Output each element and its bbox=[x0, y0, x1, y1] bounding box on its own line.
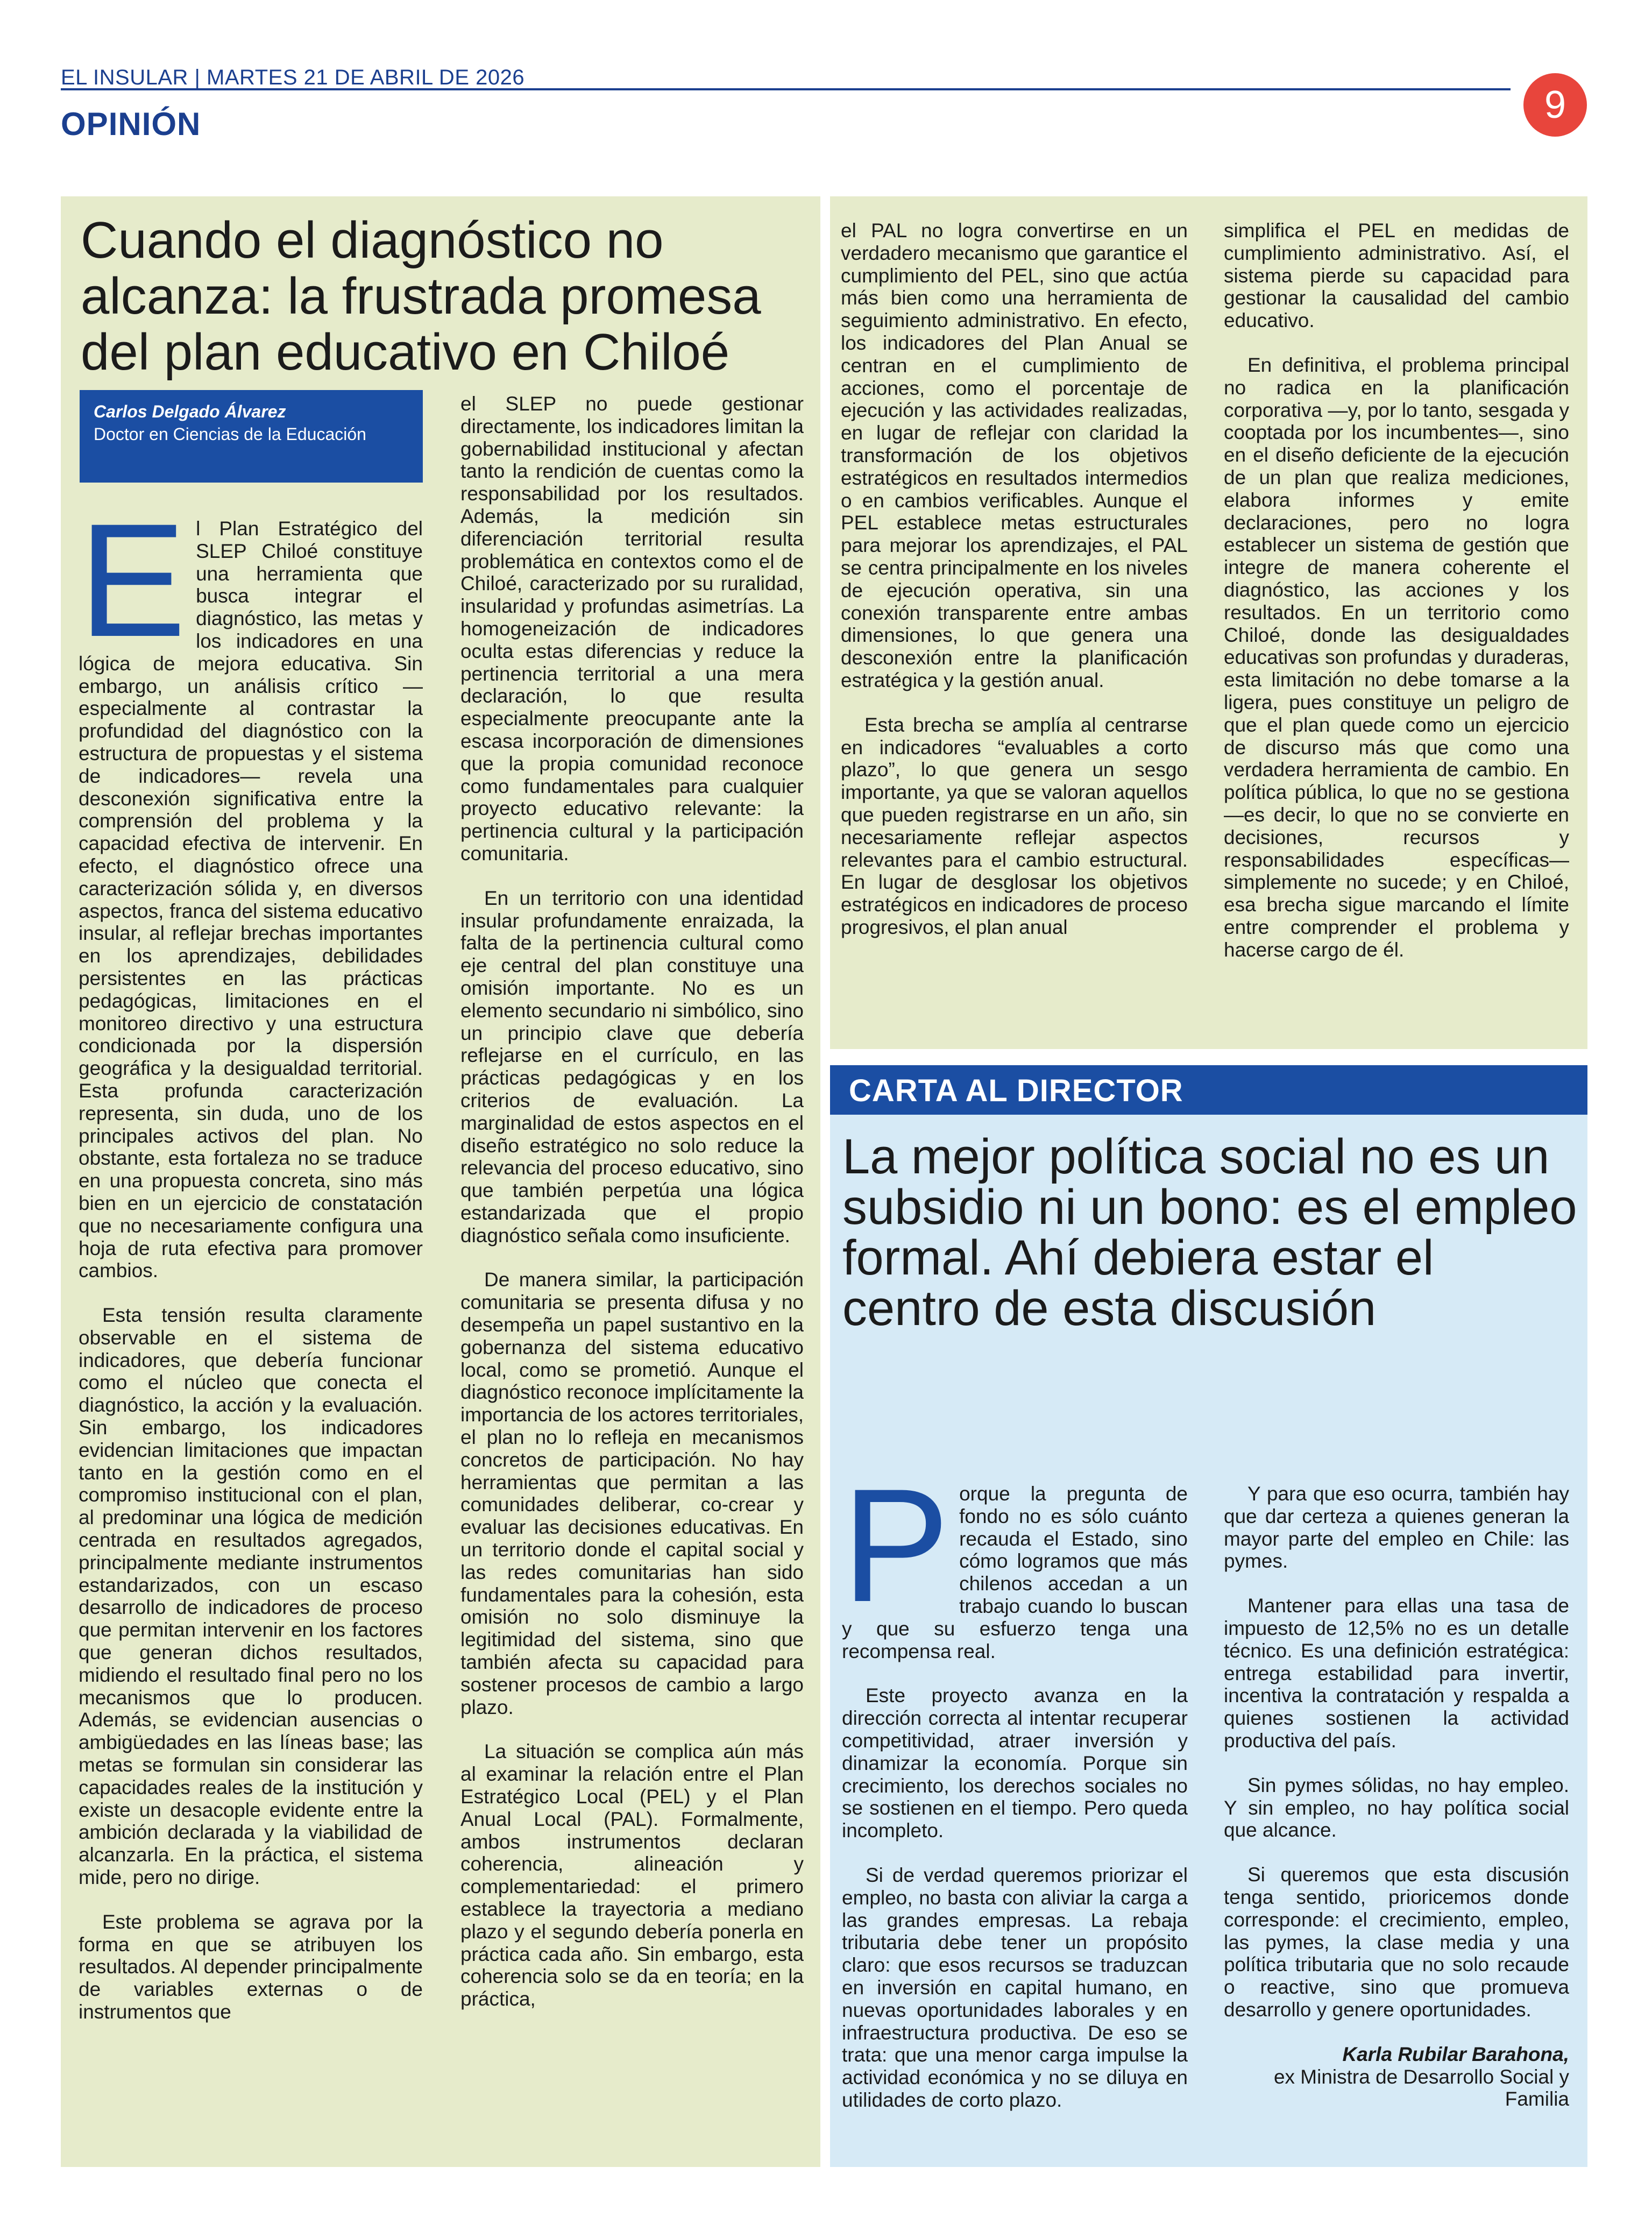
article-paragraph-6-start: La situación se complica aún más al examinar la relación entre el Plan Estratégico Local (PEL) y el Plan Anual Local (PAL). Formalmente, ambos instrumentos declaran coherencia, alineación y complementariedad: el primero establece la trayectoria a mediano plazo y el segundo debería ponerla en práctica cada año. Sin embargo, esta coherencia solo se da en teoría; en la práctica, bbox=[460, 1740, 804, 2010]
letter-paragraph-6: Sin pymes sólidas, no hay empleo. Y sin empleo, no hay política social que alcance. bbox=[1224, 1774, 1569, 1841]
signature-role: ex Ministra de Desarrollo Social y Familia bbox=[1273, 2065, 1569, 2110]
article-paragraph-8: En definitiva, el problema principal no radica en la planificación corporativa —y, por lo tanto, sesgada y cooptada por los incumbentes—, sino en el diseño deficiente de la ejecución de un plan que realiza mediciones, elabora informes y emite declaraciones, pero no logra establecer un sistema de gestión que integre de manera coherente el diagnóstico, las acciones y los resultados. En un territorio como Chiloé, donde las desigualdades educativas son profundas y duraderas, esta limitación no debe tomarse a la ligera, pues constituye un peligro de que el plan quede como un ejercicio de discurso más que como una verdadera herramienta de cambio. En política pública, lo que no se gestiona —es decir, lo que no se convierte en decisiones, recursos y responsabilidades específicas— simplemente no sucede; y en Chiloé, esa brecha sigue marcando el límite entre comprender el problema y hacerse cargo de él. bbox=[1224, 353, 1569, 961]
article-paragraph-2: Esta tensión resulta claramente observable en el sistema de indicadores, que debería funcionar como el núcleo que conecta el diagnóstico, la acción y la evaluación. Sin embargo, los indicadores evidencian limitaciones que impactan tanto en la gestión como en el compromiso institucional con el plan, al predominar una lógica de medición centrada en resultados agregados, principalmente mediante instrumentos estandarizados, con un escaso desarrollo de indicadores de proceso que permitan intervenir en los factores que generan dichos resultados, midiendo el resultado final pero no los mecanismos que lo producen. Además, se evidencian ausencias o ambigüedades en las líneas base; las metas se formulan sin considerar las capacidades reales de la institución y existe un desacople evidente entre la ambición declarada y la viabilidad de alcanzarla. En la práctica, el sistema mide, pero no dirige. bbox=[79, 1304, 423, 1889]
section-label: OPINIÓN bbox=[61, 106, 201, 142]
letter-paragraph-4: Y para que eso ocurra, también hay que dar certeza a quienes generan la mayor parte del empleo en Chile: las pymes. bbox=[1224, 1483, 1569, 1573]
author-box bbox=[80, 390, 423, 483]
article-paragraph-6-cont: el PAL no logra convertirse en un verdadero mecanismo que garantice el cumplimiento del PEL, sino que actúa más bien como una herramienta de seguimiento administrativo. En efecto, los indicadores del Plan Anual se centran en el cumplimiento de acciones, como el porcentaje de ejecución y las actividades realizadas, en lugar de reflejar con claridad la transformación de los objetivos estratégicos en resultados intermedios o en cambios verificables. Aunque el PEL establece metas estructurales para mejorar los aprendizajes, el PAL se centra principalmente en los niveles de ejecución operativa, sin una conexión transparente entre ambas dimensiones, lo que genera una desconexión entre la planificación estratégica y la gestión anual. bbox=[841, 219, 1188, 691]
header-rule bbox=[61, 88, 1511, 90]
drop-cap: P bbox=[842, 1455, 950, 1635]
article-column-3 bbox=[841, 219, 1188, 961]
article-title: Cuando el diagnóstico no alcanza: la frustrada promesa del plan educativo en Chiloé bbox=[81, 211, 761, 381]
letter-paragraph-1: Porque la pregunta de fondo no es sólo cuánto recauda el Estado, sino cómo logramos que más chilenos accedan a un trabajo cuando lo buscan y que su esfuerzo tenga una recompensa real. bbox=[842, 1455, 1188, 1662]
letter-column-2 bbox=[1224, 1483, 1569, 2110]
article-paragraph-3-start: Este problema se agrava por la forma en que se atribuyen los resultados. Al depender principalmente de variables externas o de instrumentos que bbox=[79, 1910, 423, 2023]
article-paragraph-3-cont: el SLEP no puede gestionar directamente, los indicadores limitan la gobernabilidad institucional y afectan tanto la rendición de cuentas como la responsabilidad por los resultados. Además, la medición sin diferenciación territorial resulta problemática en contextos como el de Chiloé, caracterizado por su ruralidad, insularidad y profundas asimetrías. La homogeneización de indicadores oculta estas diferencias y reduce la pertinencia territorial a una mera declaración, lo que resulta especialmente preocupante ante la escasa incorporación de dimensiones que la propia comunidad reconoce como fundamentales para cualquier proyecto educativo relevante: la pertinencia cultural y la participación comunitaria. bbox=[460, 393, 804, 865]
signature-name: Karla Rubilar Barahona, bbox=[1342, 2043, 1569, 2065]
article-column-4 bbox=[1224, 219, 1569, 983]
author-name: Carlos Delgado Álvarez bbox=[94, 402, 286, 421]
letter-paragraph-7: Si queremos que esta discusión tenga sentido, prioricemos donde corresponde: el crecimiento, empleo, las pymes, la clase media y una política tributaria que no solo recaude o reactive, sino que promueva desarrollo y genere oportunidades. bbox=[1224, 1864, 1569, 2021]
article-paragraph-1: El Plan Estratégico del SLEP Chiloé constituye una herramienta que busca integrar el diagnóstico, las metas y los indicadores en una lógica de mejora educativa. Sin embargo, un análisis crítico —especialmente al contrastar la profundidad del diagnóstico con la estructura de propuestas y el sistema de indicadores— revela una desconexión significativa entre la comprensión del problema y la capacidad efectiva de intervenir. En efecto, el diagnóstico ofrece una caracterización sólida y, en diversos aspectos, franca del sistema educativo insular, al reflejar brechas importantes en los aprendizajes, debilidades persistentes en las prácticas pedagógicas, limitaciones en el monitoreo directivo y una estructura condicionada por la dispersión geográfica y la desigualdad territorial. Esta profunda caracterización representa, sin duda, uno de los principales activos del plan. No obstante, esta fortaleza no se traduce en una propuesta concreta, sino más bien en un ejercicio de constatación que no necesariamente configura una hoja de ruta efectiva para promover cambios. bbox=[79, 490, 423, 1282]
drop-cap: E bbox=[79, 490, 187, 670]
letter-paragraph-5: Mantener para ellas una tasa de impuesto de 12,5% no es un detalle técnico. Es una definición estratégica: entrega estabilidad para invertir, incentiva la contratación y respalda a quienes sostienen la actividad productiva del país. bbox=[1224, 1595, 1569, 1752]
letter-paragraph-2: Este proyecto avanza en la dirección correcta al intentar recuperar competitividad, atraer inversión y dinamizar la economía. Porque sin crecimiento, los derechos sociales no se sostienen en el tiempo. Pero queda incompleto. bbox=[842, 1684, 1188, 1842]
article-paragraph-7-start: Esta brecha se amplía al centrarse en indicadores “evaluables a corto plazo”, lo que genera un sesgo importante, ya que se valoran aquellos que pueden registrarse en un año, sin necesariamente reflejar aspectos relevantes para el cambio estructural. En lugar de desglosar los objetivos estratégicos en indicadores de proceso progresivos, el plan anual bbox=[841, 713, 1188, 938]
author-role: Doctor en Ciencias de la Educación bbox=[94, 424, 366, 444]
article-column-2 bbox=[460, 393, 804, 2032]
page-number-badge: 9 bbox=[1523, 73, 1587, 137]
letter-column-1 bbox=[842, 1455, 1188, 2134]
article-paragraph-4: En un territorio con una identidad insular profundamente enraizada, la falta de la pertinencia cultural como eje central del plan constituye una omisión importante. No es un elemento secundario ni simbólico, sino un principio clave que debería reflejarse en el currículo, en las prácticas pedagógicas y en los criterios de evaluación. La marginalidad de estos aspectos en el diseño estratégico no solo reduce la relevancia del proceso educativo, sino que también perpetúa una lógica estandarizada que el propio diagnóstico señala como insuficiente. bbox=[460, 887, 804, 1246]
header-dateline: EL INSULAR | MARTES 21 DE ABRIL DE 2026 bbox=[61, 66, 525, 89]
letter-title: La mejor política social no es un subsidio ni un bono: es el empleo formal. Ahí debiera estar el centro de esta discusión bbox=[842, 1129, 1577, 1336]
article-paragraph-7-cont: simplifica el PEL en medidas de cumplimiento administrativo. Así, el sistema pierde su capacidad para gestionar la causalidad del cambio educativo. bbox=[1224, 219, 1569, 332]
letter-paragraph-3: Si de verdad queremos priorizar el empleo, no basta con aliviar la carga a las grandes empresas. La rebaja tributaria debe tener un propósito claro: que esos recursos se traduzcan en inversión en capital humano, en nuevas oportunidades laborales y en infraestructura productiva. De eso se trata: que una menor carga impulse la actividad económica y no se diluya en utilidades de corto plazo. bbox=[842, 1864, 1188, 2111]
column-divider bbox=[820, 196, 830, 1049]
letter-banner-label: CARTA AL DIRECTOR bbox=[849, 1073, 1183, 1108]
article-column-1 bbox=[79, 490, 423, 2045]
article-paragraph-5: De manera similar, la participación comunitaria se presenta difusa y no desempeña un papel sustantivo en la gobernanza del sistema educativo local, como se prometió. Aunque el diagnóstico reconoce implícitamente la importancia de los actores territoriales, el plan no lo refleja en mecanismos concretos de participación. No hay herramientas que permitan a las comunidades deliberar, co-crear y evaluar las decisiones educativas. En un territorio donde el capital social y las redes comunitarias han sido fundamentales para la cohesión, esta omisión no solo disminuye la legitimidad del sistema, sino que también afecta su capacidad para sostener procesos de cambio a largo plazo. bbox=[460, 1269, 804, 1718]
